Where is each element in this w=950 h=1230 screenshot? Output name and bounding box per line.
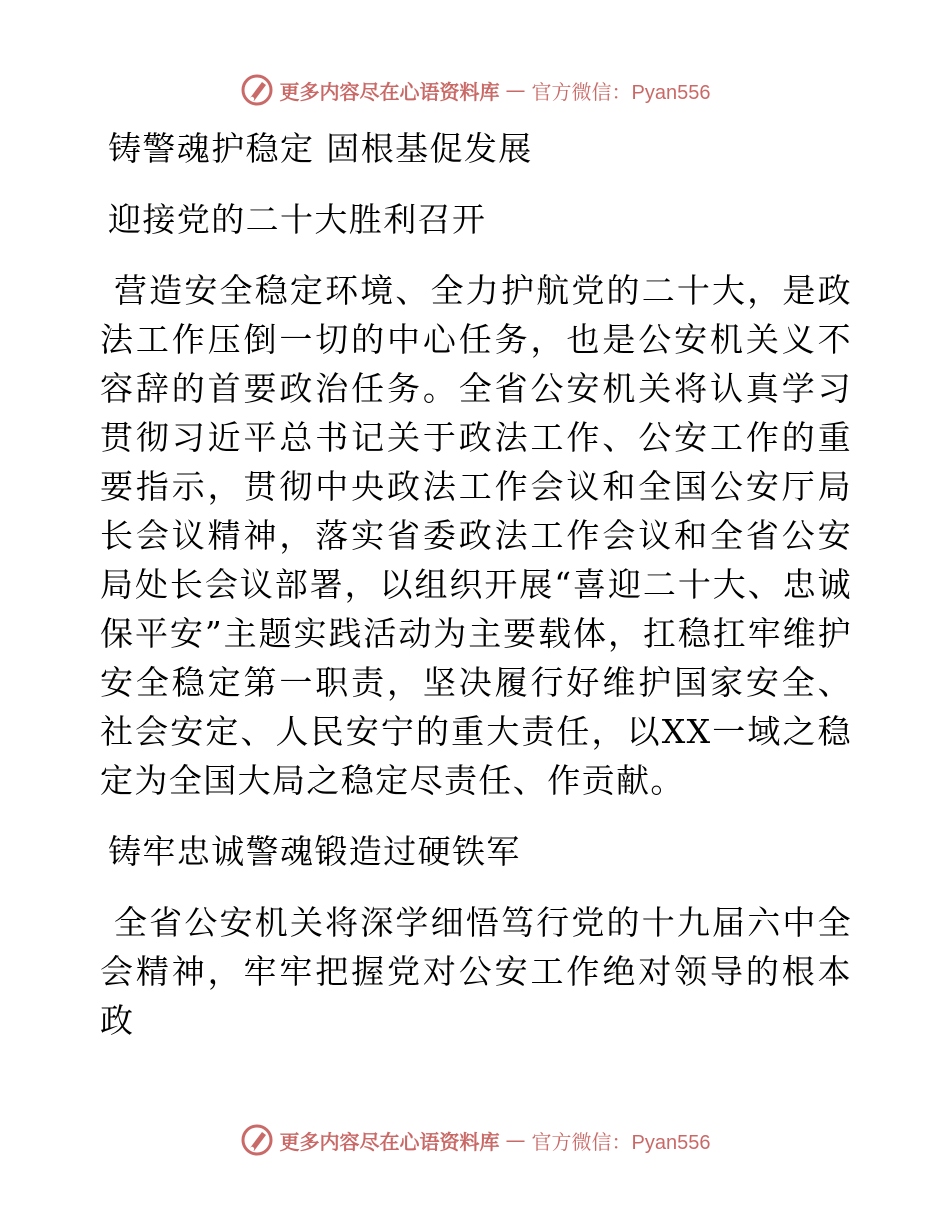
section-heading: 迎接党的二十大胜利召开 — [108, 200, 487, 239]
watermark-text: 更多内容尽在心语资料库 — [279, 1129, 500, 1154]
section-heading: 铸牢忠诚警魂锻造过硬铁军 — [108, 832, 521, 871]
watermark-banner-top — [0, 68, 950, 112]
watermark-separator: — — [505, 78, 526, 102]
document-title: 铸警魂护稳定 固根基促发展 — [108, 129, 533, 168]
pen-logo-icon — [240, 73, 274, 107]
watermark-contact: 官方微信：Pyan556 — [531, 81, 711, 104]
body-paragraph: 营造安全稳定环境、全力护航党的二十大，是政法工作压倒一切的中心任务，也是公安机关义不容辞的首要政治任务。全省公安机关将认真学习贯彻习近平总书记关于政法工作、公安工作的重要指示，贯彻中央政法工作会议和全国公安厅局长会议精神，落实省委政法工作会议和全省公安局处长会议部署，以组织开展“喜迎二十大、忠诚保平安”主题实践活动为主要载体，扛稳扛牢维护安全稳定第一职责，坚决履行好维护国家安全、社会安定、人民安宁的重大责任，以XX一域之稳定为全国大局之稳定尽责任、作贡献。 — [100, 271, 852, 800]
watermark-separator: — — [505, 1128, 526, 1152]
watermark-text: 更多内容尽在心语资料库 — [279, 79, 500, 104]
document-body — [100, 124, 852, 1067]
pen-logo-icon — [240, 1123, 274, 1157]
watermark-banner-bottom — [0, 1118, 950, 1162]
body-paragraph: 全省公安机关将深学细悟笃行党的十九届六中全会精神，牢牢把握党对公安工作绝对领导的根本政 — [100, 903, 852, 1040]
watermark-contact: 官方微信：Pyan556 — [531, 1131, 711, 1154]
